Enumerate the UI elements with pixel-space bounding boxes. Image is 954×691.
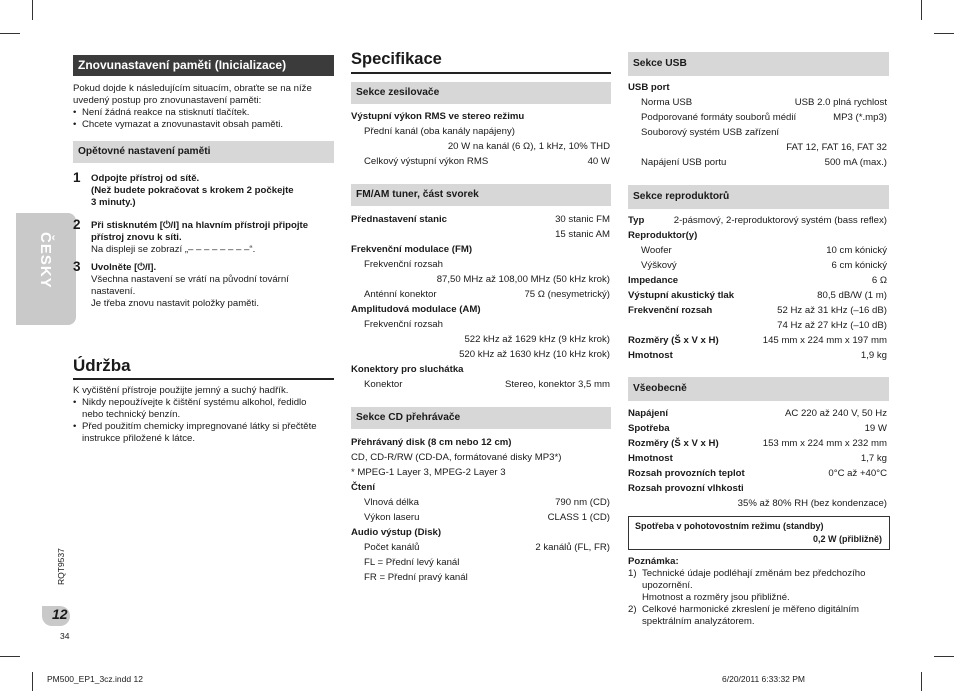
- reset-section-title: Znovunastavení paměti (Inicializace): [73, 55, 334, 76]
- reset-intro-line: Pokud dojde k následujícím situacím, obraťte se na níže: [73, 83, 312, 94]
- note-text: spektrálním analyzátorem.: [642, 616, 755, 627]
- spec-value: 30 stanic FM: [555, 214, 610, 225]
- spec-value: 500 mA (max.): [824, 157, 887, 168]
- step-text: přístroj znovu k síti.: [91, 232, 182, 243]
- step-text: Uvolněte [⏻/I].: [91, 262, 157, 273]
- step-text: Na displeji se zobrazí „– – – – – – – –“.: [91, 244, 256, 255]
- spec-label: USB port: [628, 82, 670, 93]
- note-text: Technické údaje podléhají změnám bez předchozího: [642, 568, 866, 579]
- reset-bullet: Chcete vymazat a znovunastavit obsah paměti.: [82, 119, 284, 130]
- spec-value: MP3 (*.mp3): [833, 112, 887, 123]
- step-text: Odpojte přístroj od sítě.: [91, 173, 200, 184]
- spec-label: Audio výstup (Disk): [351, 527, 442, 538]
- spec-value: 19 W: [864, 423, 887, 434]
- spec-rule: [351, 72, 611, 74]
- step-text: Je třeba znovu nastavit položky paměti.: [91, 298, 259, 309]
- maintenance-bullet: Nikdy nepoužívejte k čištění systému alkohol, ředidlo: [82, 397, 307, 408]
- spec-value: 87,50 MHz až 108,00 MHz (50 kHz krok): [436, 274, 610, 285]
- spec-label: Výstupní akustický tlak: [628, 290, 735, 301]
- spec-label: Celkový výstupní výkon RMS: [364, 156, 489, 167]
- spec-label: Výškový: [641, 260, 677, 271]
- note-number: 1): [628, 568, 637, 579]
- spec-value: USB 2.0 plná rychlost: [794, 97, 887, 108]
- spec-label: Podporované formáty souborů médií: [641, 112, 797, 123]
- spec-label: FR = Přední pravý kanál: [364, 572, 468, 583]
- footer-file: PM500_EP1_3cz.indd 12: [47, 674, 143, 684]
- note-text: upozornění.: [642, 580, 693, 591]
- spec-label: Hmotnost: [628, 350, 673, 361]
- restore-section-title: Opětovné nastavení paměti: [73, 141, 334, 163]
- spec-label: CD, CD-R/RW (CD-DA, formátované disky MP3*): [351, 452, 562, 463]
- spec-label: Frekvenční rozsah: [364, 259, 443, 270]
- spec-value: 522 kHz až 1629 kHz (9 kHz krok): [464, 334, 610, 345]
- spec-value: 10 cm kónický: [826, 245, 887, 256]
- spec-label: Vlnová délka: [364, 497, 419, 508]
- bullet-icon: •: [73, 421, 77, 432]
- spec-label: Frekvenční modulace (FM): [351, 244, 473, 255]
- spec-label: Rozměry (Š x V x H): [628, 335, 719, 346]
- step-text: nastavení.: [91, 286, 136, 297]
- note-text: Celkové harmonické zkreslení je měřeno digitálním: [642, 604, 860, 615]
- spec-value: 153 mm x 224 mm x 232 mm: [762, 438, 887, 449]
- step-number: 2: [73, 217, 81, 232]
- spec-label: Čtení: [351, 482, 375, 493]
- spec-label: Typ: [628, 215, 645, 226]
- spec-value: AC 220 až 240 V, 50 Hz: [784, 408, 887, 419]
- spec-label: Rozměry (Š x V x H): [628, 438, 719, 449]
- spec-value: 74 Hz až 27 kHz (–10 dB): [777, 320, 887, 331]
- note-title: Poznámka:: [628, 556, 679, 567]
- crop-mark: [934, 656, 954, 657]
- maintenance-rule: [73, 378, 334, 380]
- spec-label: Amplitudová modulace (AM): [351, 304, 481, 315]
- cd-section-title: Sekce CD přehrávače: [351, 407, 611, 429]
- speaker-section-title: Sekce reproduktorů: [628, 185, 889, 209]
- spec-value: 35% až 80% RH (bez kondenzace): [737, 498, 887, 509]
- spec-value: 2-pásmový, 2-reproduktorový systém (bass reflex): [673, 215, 887, 226]
- note-text: Hmotnost a rozměry jsou přibližné.: [642, 592, 790, 603]
- spec-value: 790 nm (CD): [555, 497, 610, 508]
- bullet-icon: •: [73, 107, 77, 118]
- maintenance-bullet: instrukce přiložené k látce.: [82, 433, 196, 444]
- spec-label: Přednastavení stanic: [351, 214, 447, 225]
- spec-value: 52 Hz až 31 kHz (–16 dB): [777, 305, 887, 316]
- usb-section-title: Sekce USB: [628, 52, 889, 76]
- spec-value: 0°C až +40°C: [828, 468, 887, 479]
- spec-value: 80,5 dB/W (1 m): [817, 290, 887, 301]
- crop-mark: [32, 672, 33, 691]
- spec-label: Napájení: [628, 408, 668, 419]
- spec-label: Souborový systém USB zařízení: [641, 127, 780, 138]
- spec-label: * MPEG-1 Layer 3, MPEG-2 Layer 3: [351, 467, 506, 478]
- step-text: Při stisknutém [⏻/I] na hlavním přístroji připojte: [91, 220, 309, 231]
- doc-code: RQT9537: [56, 548, 66, 585]
- spec-value: 1,9 kg: [860, 350, 887, 361]
- spec-value: Stereo, konektor 3,5 mm: [504, 379, 610, 390]
- spec-value: 15 stanic AM: [555, 229, 610, 240]
- crop-mark: [0, 656, 20, 657]
- maintenance-title: Údržba: [73, 356, 131, 375]
- spec-label: Frekvenční rozsah: [628, 305, 713, 316]
- step-number: 3: [73, 259, 81, 274]
- step-number: 1: [73, 170, 81, 185]
- maintenance-bullet: nebo technický benzín.: [82, 409, 181, 420]
- bullet-icon: •: [73, 119, 77, 130]
- spec-label: Přední kanál (oba kanály napájeny): [364, 126, 515, 137]
- spec-label: Hmotnost: [628, 453, 673, 464]
- spec-value: 1,7 kg: [860, 453, 887, 464]
- crop-mark: [934, 33, 954, 34]
- maintenance-intro: K vyčištění přístroje použijte jemný a suchý hadřík.: [73, 385, 289, 396]
- spec-label: Konektory pro sluchátka: [351, 364, 464, 375]
- spec-value: CLASS 1 (CD): [547, 512, 610, 523]
- spec-label: FL = Přední levý kanál: [364, 557, 460, 568]
- note-number: 2): [628, 604, 637, 615]
- standby-value: 0,2 W (přibližně): [812, 534, 882, 544]
- spec-value: 6 Ω: [871, 275, 887, 286]
- spec-label: Rozsah provozní vlhkosti: [628, 483, 744, 494]
- crop-mark: [921, 672, 922, 691]
- reset-intro-line: uvedený postup pro znovunastavení paměti:: [73, 95, 262, 106]
- footer-date: 6/20/2011 6:33:32 PM: [722, 674, 806, 684]
- spec-label: Reproduktor(y): [628, 230, 698, 241]
- tuner-section-title: FM/AM tuner, část svorek: [351, 184, 611, 206]
- spec-label: Anténní konektor: [364, 289, 437, 300]
- crop-mark: [32, 0, 33, 20]
- spec-value: 520 kHz až 1630 kHz (10 kHz krok): [459, 349, 610, 360]
- spec-title: Specifikace: [351, 50, 442, 68]
- step-text: 3 minuty.): [91, 197, 136, 208]
- spec-value: 40 W: [587, 156, 610, 167]
- step-text: (Než budete pokračovat s krokem 2 počkejte: [91, 185, 294, 196]
- step-text: Všechna nastavení se vrátí na původní tovární: [91, 274, 289, 285]
- spec-label: Impedance: [628, 275, 679, 286]
- spec-value: FAT 12, FAT 16, FAT 32: [786, 142, 887, 153]
- spec-label: Napájení USB portu: [641, 157, 727, 168]
- spec-label: Přehrávaný disk (8 cm nebo 12 cm): [351, 437, 512, 448]
- crop-mark: [0, 33, 20, 34]
- crop-mark: [921, 0, 922, 20]
- spec-value: 20 W na kanál (6 Ω), 1 kHz, 10% THD: [447, 141, 610, 152]
- spec-value: 75 Ω (nesymetrický): [524, 289, 610, 300]
- page-number: 12: [52, 606, 68, 622]
- spec-label: Frekvenční rozsah: [364, 319, 443, 330]
- spec-label: Spotřeba: [628, 423, 670, 434]
- spec-label: Počet kanálů: [364, 542, 420, 553]
- reset-bullet: Není žádná reakce na stisknutí tlačítek.: [82, 107, 250, 118]
- spec-label: Výstupní výkon RMS ve stereo režimu: [351, 111, 525, 122]
- spec-label: Konektor: [364, 379, 403, 390]
- page-number-small: 34: [60, 631, 70, 641]
- amp-section-title: Sekce zesilovače: [351, 82, 611, 104]
- spec-value: 145 mm x 224 mm x 197 mm: [762, 335, 887, 346]
- general-section-title: Všeobecně: [628, 377, 889, 401]
- standby-label: Spotřeba v pohotovostním režimu (standby): [635, 521, 824, 531]
- spec-label: Rozsah provozních teplot: [628, 468, 745, 479]
- spec-value: 6 cm kónický: [831, 260, 887, 271]
- spec-label: Výkon laseru: [364, 512, 420, 523]
- spec-value: 2 kanálů (FL, FR): [535, 542, 610, 553]
- bullet-icon: •: [73, 397, 77, 408]
- spec-label: Woofer: [641, 245, 672, 256]
- maintenance-bullet: Před použitím chemicky impregnované látky si přečtěte: [82, 421, 317, 432]
- spec-label: Norma USB: [641, 97, 693, 108]
- language-tab-label: ČESKY: [37, 232, 54, 289]
